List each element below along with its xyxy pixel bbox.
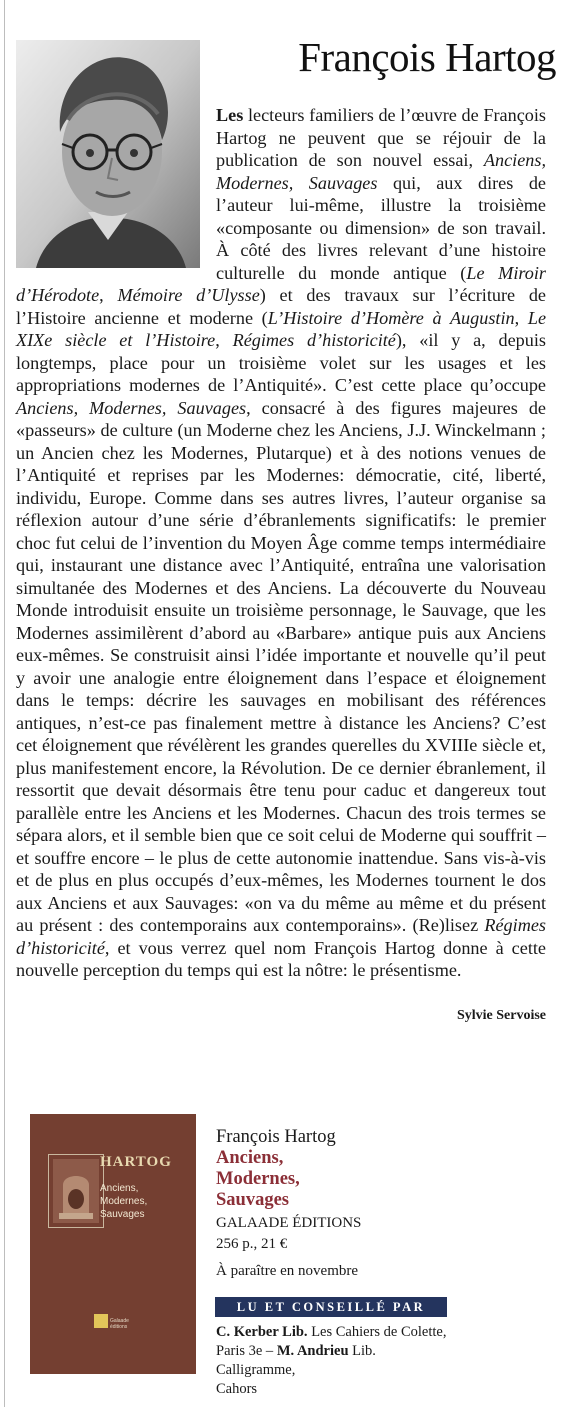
book-release: À paraître en novembre — [216, 1263, 359, 1279]
bookseller-line — [216, 1342, 456, 1380]
italic-title-run: Régimes d’historicité — [232, 330, 396, 350]
publisher-logo-icon — [94, 1314, 108, 1328]
text-run: , consacré à des figures majeures de «passeurs» de culture (un Moderne chez les Anciens, J.J. Winckelmann ; un Ancien chez les Modernes, Plutarque) et à des notions venues de l’Antiquité et reprises par les Modernes: démocratie, cité, liberté, individu, Europe. Comme dans ses autres livres, l’auteur organise sa réflexion autour d’une série d’ébranlements significatifs: le premier choc fut celui de l’invention du Moyen Âge comme temps intermédiaire qui, instaurant une distance avec l’Antiquité, entraîna une valorisation simultanée des Modernes et des Anciens. La découverte du Nouveau Monde introduisit ensuite un troisième personnage, le Sauvage, que les Modernes assimilèrent d’abord au «Barbare» antique puis aux Anciens eux-mêmes. Se construisit ainsi l’idée importante et nouvelle qu’il peut y avoir une analogie entre éloignement dans l’espace et éloignement dans le temps: décrire les sauvages en mobilisant des références antiques, n’est-ce pas finalement mettre à distance les Anciens? C’est cet éloignement que révélèrent les grandes querelles du XVIIIe siècle et, plus manifestement encore, la Révolution. De ce dernier ébranlement, il ressortit que devait désormais être tenu pour caduc et dangereux tout parallèle entre les Anciens et les Modernes. Chacun des trois termes se sépara alors, et il semble bien que ce soit celui de Moderne qui souffrit – et souffre encore – le plus de cette autonomie inattendue. Sans vis-à-vis et de plus en plus occupés d’eux-mêmes, les Modernes tournent le dos aux Anciens et aux Sauvages: «on va du même au même et du présent au présent : des contemporains aux contemporains». (Re)lisez — [16, 397, 546, 935]
bookseller-name: M. Andrieu — [276, 1343, 349, 1359]
text-run: ) et des travaux sur l’écriture de l’Histoire ancienne et moderne ( — [16, 285, 547, 328]
lead-word: Les — [216, 105, 244, 125]
text-run: , — [215, 330, 233, 350]
book-cover — [30, 1114, 196, 1374]
text-run: , et vous verrez quel nom François Hartog donne à cette nouvelle perception du temps qui est la nôtre: le présentisme. — [16, 937, 546, 980]
text-run: ), «il y a, depuis longtemps, place pour un troisième volet sur les usages et les appropriations modernes de l’Antiquité». C’est cette place qu’occupe — [16, 330, 546, 395]
bookseller-location: Paris 3e – — [216, 1343, 277, 1359]
book-publisher: GALAADE ÉDITIONS — [216, 1215, 362, 1231]
book-title-line: Modernes, — [216, 1169, 300, 1189]
italic-title-run: Le XIXe siècle et l’Histoire — [16, 307, 547, 350]
text-run: qui, aux dires de l’auteur lui-même, illustre la troisième «composante ou dimension» de son travail. À côté des livres relevant d’une histoire culturelle du monde antique ( — [216, 172, 546, 283]
bookseller-name: C. Kerber Lib. — [216, 1324, 308, 1340]
cover-title-line: Modernes, — [100, 1196, 148, 1207]
italic-title-run: Le Miroir d’Hérodote — [16, 262, 546, 305]
cover-publisher — [110, 1318, 129, 1330]
page-edge-line — [4, 0, 5, 1407]
cover-author: HARTOG — [100, 1154, 172, 1170]
bookseller-store: Les Cahiers de Colette, — [307, 1324, 447, 1340]
cover-title-line: Anciens, — [100, 1183, 139, 1194]
cover-title — [100, 1182, 147, 1221]
bookseller-store: Lib. Calligramme, — [216, 1343, 376, 1378]
text-run: , — [514, 307, 528, 328]
book-author: François Hartog — [216, 1127, 336, 1147]
bookseller-line — [216, 1323, 456, 1342]
book-title — [216, 1148, 516, 1211]
text-run: lecteurs familiers de l’œuvre de François Hartog ne peuvent que se réjouir de la publication de son nouvel essai, — [216, 105, 546, 170]
cover-illustration-frame — [48, 1154, 104, 1228]
article-title: François Hartog — [298, 34, 556, 80]
text-run: , — [99, 285, 118, 305]
booksellers-list — [216, 1323, 456, 1399]
article-signature: Sylvie Servoise — [456, 1008, 546, 1023]
italic-title-run: L’Histoire d’Homère à Augustin — [267, 307, 515, 328]
cover-publisher-line: éditions — [110, 1324, 128, 1330]
book-title-line: Sauvages — [216, 1190, 289, 1210]
book-title-line: Anciens, — [216, 1148, 284, 1168]
book-price: 256 p., 21 € — [216, 1236, 288, 1252]
portrait-wrap-space — [16, 104, 216, 272]
italic-title-run: Régimes d’historicité — [16, 915, 546, 958]
italic-title-run: Mémoire d’Ulysse — [117, 285, 260, 305]
cover-publisher-line: Galaade — [110, 1318, 129, 1324]
bookseller-line: Cahors — [216, 1381, 258, 1397]
italic-title-run: Anciens, Modernes, Sauvages — [16, 397, 247, 418]
article-body — [16, 104, 546, 982]
book-info — [216, 1126, 516, 1282]
recommendation-banner: LU ET CONSEILLÉ PAR — [215, 1297, 447, 1317]
cover-title-line: Sauvages — [100, 1209, 145, 1220]
italic-title-run: Anciens, Modernes, Sauvages — [216, 150, 546, 193]
